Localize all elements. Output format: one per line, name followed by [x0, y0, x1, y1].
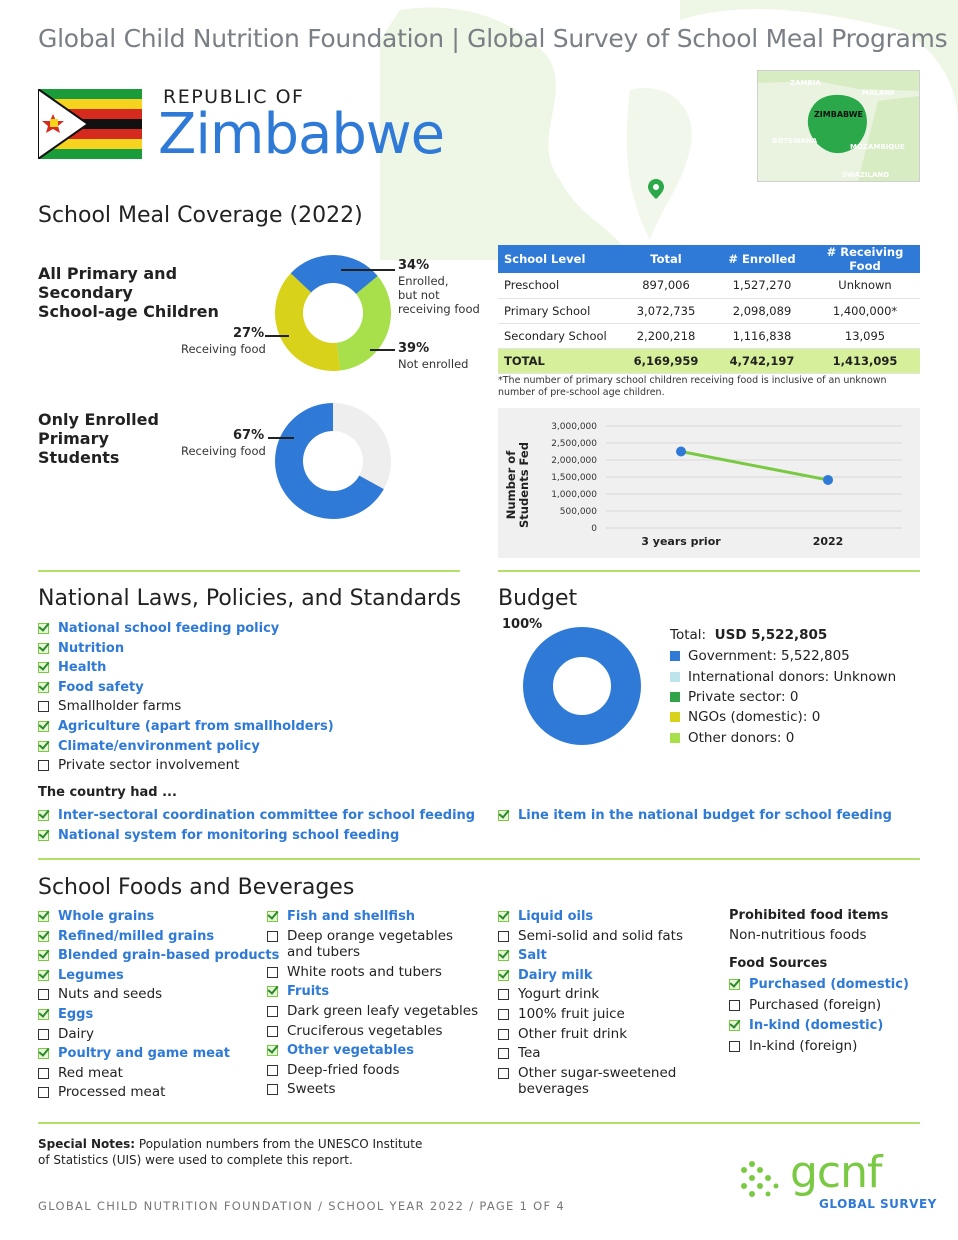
coverage-section-title: School Meal Coverage (2022): [38, 203, 363, 228]
group2-label: Only Enrolled Primary Students: [38, 410, 159, 467]
checklist-item-label: and tubers: [287, 944, 360, 961]
food-sources-checklist: [729, 975, 909, 1057]
cell: 1,527,270: [714, 273, 810, 298]
checklist-item: [38, 619, 334, 639]
budget-donut-government-slice: [538, 642, 626, 730]
checklist-item-label: Smallholder farms: [58, 698, 182, 715]
section-divider: [38, 858, 920, 860]
col-total: Total: [618, 245, 714, 273]
checklist-item: [38, 1083, 279, 1103]
budget-donut: [520, 624, 644, 748]
checklist-item: [498, 966, 683, 986]
cell: 2,200,218: [618, 323, 714, 348]
cell: 897,006: [618, 273, 714, 298]
enrolled-not-receiving-pct: 34%: [398, 258, 430, 273]
checklist-item-label: Yogurt drink: [518, 986, 600, 1003]
cell: 1,116,838: [714, 323, 810, 348]
table-row: [498, 273, 920, 298]
budget-total: Total: USD 5,522,805: [670, 627, 828, 643]
unchecked-box-icon: [38, 1087, 49, 1098]
cell: 4,742,197: [714, 348, 810, 373]
checklist-item: [267, 1022, 478, 1042]
report-header-title: Global Child Nutrition Foundation | Global Survey of School Meal Programs: [38, 24, 948, 53]
section-divider: [38, 1122, 920, 1124]
unchecked-box-icon: [267, 931, 278, 942]
checklist-item: [498, 1044, 683, 1064]
unchecked-box-icon: [498, 1048, 509, 1059]
checklist-item-label: Agriculture (apart from smallholders): [58, 718, 334, 734]
group1-label: All Primary and Secondary School-age Children: [38, 264, 219, 321]
donut-slice-enrolled-not-receiving: [337, 276, 391, 371]
callout-line-receiving: [265, 335, 289, 337]
enrolled-receiving-pct: 67%: [233, 428, 265, 443]
checklist-item: [38, 927, 279, 947]
chart-y-tick-label: 0: [591, 524, 597, 534]
legend-label: NGOs (domestic):: [688, 709, 808, 726]
checklist-item-label: Other sugar-sweetened: [518, 1064, 677, 1081]
checked-box-icon: [498, 950, 509, 961]
unchecked-box-icon: [267, 1026, 278, 1037]
map-label-botswana: BOTSWANA: [772, 137, 818, 145]
checklist-item: [38, 806, 475, 826]
country-name: Zimbabwe: [158, 102, 445, 167]
checklist-item-label: Other fruit drink: [518, 1025, 628, 1042]
legend-label: Private sector:: [688, 688, 786, 705]
students-fed-line-chart: [498, 408, 920, 558]
checklist-item: [38, 826, 475, 846]
checklist-item: [38, 658, 334, 678]
checked-box-icon: [38, 970, 49, 981]
unchecked-box-icon: [38, 760, 49, 771]
checked-box-icon: [38, 721, 49, 732]
legend-swatch: [670, 672, 680, 682]
checklist-item: [729, 996, 909, 1017]
checklist-item-label: Semi-solid and solid fats: [518, 927, 683, 944]
checklist-item: [38, 1044, 279, 1064]
country-had-label: The country had ...: [38, 785, 177, 800]
checklist-item: [267, 1041, 478, 1061]
budget-line-item-checklist: [498, 806, 892, 826]
section-divider: [38, 570, 460, 572]
cell: 1,400,000*: [810, 298, 920, 323]
checklist-item-label: Climate/environment policy: [58, 738, 260, 754]
table-row: [498, 298, 920, 323]
cell: Secondary School: [498, 323, 618, 348]
unchecked-box-icon: [498, 931, 509, 942]
unchecked-box-icon: [498, 1068, 509, 1079]
callout-line-enrolled-not: [341, 269, 395, 271]
map-label-swaziland: SWAZILAND: [842, 171, 890, 179]
table-header-row: [498, 245, 920, 273]
col-enrolled: # Enrolled: [714, 245, 810, 273]
cell: 1,413,095: [810, 348, 920, 373]
cell: 6,169,959: [618, 348, 714, 373]
cell: 3,072,735: [618, 298, 714, 323]
checklist-item: [498, 1025, 683, 1045]
checklist-item: [498, 927, 683, 947]
checklist-item: [267, 1061, 478, 1081]
checked-box-icon: [38, 1048, 49, 1059]
checklist-item-label: National system for monitoring school feeding: [58, 827, 400, 843]
checklist-item-label: Refined/milled grains: [58, 928, 215, 944]
coverage-donut-all: [273, 253, 393, 373]
checklist-item-label: Purchased (domestic): [749, 977, 909, 992]
col-receiving-food: # Receiving Food: [810, 245, 920, 273]
checklist-item-label: Blended grain-based products: [58, 948, 280, 964]
checklist-item-label: Fish and shellfish: [287, 909, 416, 924]
legend-value: 5,522,805: [781, 648, 850, 665]
table-total-row: [498, 348, 920, 373]
unchecked-box-icon: [267, 1065, 278, 1076]
callout-line-not-enrolled: [370, 349, 395, 351]
unchecked-box-icon: [498, 989, 509, 1000]
unchecked-box-icon: [267, 967, 278, 978]
chart-y-tick-label: 1,000,000: [551, 490, 597, 500]
checked-box-icon: [38, 1009, 49, 1020]
checklist-item-label: National school feeding policy: [58, 621, 280, 636]
checklist-item-label: Processed meat: [58, 1084, 166, 1101]
checklist-item-label: beverages: [518, 1081, 589, 1098]
legend-value: 0: [811, 709, 821, 726]
budget-legend-item: [670, 646, 896, 666]
checklist-item: [498, 907, 683, 927]
unchecked-box-icon: [38, 989, 49, 1000]
legend-swatch: [670, 692, 680, 702]
checklist-item-label: Cruciferous vegetables: [287, 1022, 443, 1039]
legend-value: 0: [785, 729, 795, 746]
callout-line-receiving-2: [268, 437, 294, 439]
checked-box-icon: [38, 830, 49, 841]
country-prefix: REPUBLIC OF: [163, 86, 305, 108]
checklist-item-label: Poultry and game meat: [58, 1046, 230, 1062]
budget-legend-item: [670, 666, 896, 686]
donut-slice-not-receiving: [333, 403, 391, 489]
foods-section-title: School Foods and Beverages: [38, 875, 355, 900]
checklist-item-label: Food safety: [58, 679, 144, 695]
budget-legend: [670, 646, 896, 748]
checklist-item: [38, 737, 334, 757]
foods-column-3: [498, 907, 683, 1100]
coverage-table: [498, 245, 920, 374]
checklist-item-label: Inter-sectoral coordination committee for school feeding: [58, 808, 476, 823]
checklist-item-label: Tea: [518, 1045, 541, 1062]
unchecked-box-icon: [498, 1029, 509, 1040]
checklist-item-label: Deep orange vegetables: [287, 927, 454, 944]
map-label-mozambique: MOZAMBIQUE: [850, 143, 905, 151]
unchecked-box-icon: [267, 1084, 278, 1095]
gcnf-dots-logo-icon: [738, 1158, 790, 1202]
checklist-item-label: Other vegetables: [287, 1043, 414, 1059]
coverage-donut-enrolled: [273, 401, 393, 521]
checklist-item: [729, 1016, 909, 1037]
checked-box-icon: [38, 662, 49, 673]
checklist-item: [38, 756, 334, 776]
checked-box-icon: [38, 741, 49, 752]
cell: Unknown: [810, 273, 920, 298]
checklist-item-label: Nutrition: [58, 640, 125, 656]
budget-section-title: Budget: [498, 586, 578, 611]
checklist-item-label: Red meat: [58, 1064, 123, 1081]
chart-y-tick-label: 2,000,000: [551, 456, 597, 466]
unchecked-box-icon: [267, 1006, 278, 1017]
unchecked-box-icon: [38, 701, 49, 712]
checklist-item-label: White roots and tubers: [287, 963, 442, 980]
chart-data-point: [676, 447, 686, 457]
enrolled-not-receiving-label: Enrolled, but not receiving food: [398, 274, 480, 316]
chart-series-line: [681, 452, 828, 480]
checked-box-icon: [38, 643, 49, 654]
chart-data-point: [823, 475, 833, 485]
laws-section-title: National Laws, Policies, and Standards: [38, 586, 462, 611]
page-footer: GLOBAL CHILD NUTRITION FOUNDATION / SCHOOL YEAR 2022 / PAGE 1 OF 4: [38, 1199, 565, 1213]
zimbabwe-flag: [38, 89, 142, 159]
checklist-item: [267, 963, 478, 983]
checked-box-icon: [38, 682, 49, 693]
checklist-item-label: Purchased (foreign): [749, 996, 882, 1013]
foods-column-2: [267, 907, 478, 1100]
food-sources-title: Food Sources: [729, 956, 828, 971]
checklist-item: [267, 1002, 478, 1022]
checked-box-icon: [498, 911, 509, 922]
legend-label: International donors:: [688, 668, 830, 685]
checklist-item-label: 100% fruit juice: [518, 1005, 625, 1022]
legend-swatch: [670, 712, 680, 722]
checklist-item: [38, 946, 279, 966]
checklist-item-label: Line item in the national budget for school feeding: [518, 808, 892, 823]
checklist-item: [38, 966, 279, 986]
map-label-zambia: ZAMBIA: [790, 79, 821, 87]
checklist-item-label: Deep-fried foods: [287, 1061, 400, 1078]
checklist-item-label: Eggs: [58, 1006, 94, 1022]
checked-box-icon: [498, 970, 509, 981]
checked-box-icon: [38, 623, 49, 634]
checklist-item: [729, 975, 909, 996]
checklist-item: [498, 1005, 683, 1025]
checklist-item-label: Private sector involvement: [58, 757, 240, 774]
checklist-item-label: In-kind (foreign): [749, 1037, 858, 1054]
checked-box-icon: [38, 810, 49, 821]
checked-box-icon: [38, 911, 49, 922]
chart-y-axis-label: Number of Students Fed: [504, 442, 531, 528]
budget-legend-item: [670, 687, 896, 707]
map-label-zimbabwe: ZIMBABWE: [814, 110, 863, 119]
checklist-item: [38, 1005, 279, 1025]
chart-y-tick-label: 3,000,000: [551, 422, 597, 432]
checklist-item: [38, 717, 334, 737]
checklist-item-label: Salt: [518, 948, 547, 964]
checklist-item-label: In-kind (domestic): [749, 1018, 884, 1033]
country-had-checklist: [38, 806, 475, 845]
legend-value: 0: [789, 688, 799, 705]
legend-swatch: [670, 733, 680, 743]
receiving-food-pct: 27%: [233, 326, 265, 341]
checked-box-icon: [729, 979, 740, 990]
checklist-item: [267, 982, 478, 1002]
checked-box-icon: [729, 1020, 740, 1031]
checklist-item-label: Fruits: [287, 984, 330, 1000]
checklist-item-label: Whole grains: [58, 909, 155, 924]
checklist-item: [267, 1080, 478, 1100]
legend-value: Unknown: [833, 668, 897, 685]
checklist-item-label: Nuts and seeds: [58, 986, 163, 1003]
checklist-item-label: Liquid oils: [518, 909, 594, 924]
checklist-item: [38, 1064, 279, 1084]
checklist-item: [498, 806, 892, 826]
checklist-item: [38, 907, 279, 927]
checklist-item-label: Legumes: [58, 967, 124, 983]
legend-label: Government:: [688, 648, 777, 665]
foods-column-1: [38, 907, 279, 1103]
chart-y-tick-label: 1,500,000: [551, 473, 597, 483]
col-school-level: School Level: [498, 245, 618, 273]
checklist-item-label: Dark green leafy vegetables: [287, 1002, 479, 1019]
checked-box-icon: [38, 931, 49, 942]
cell: TOTAL: [498, 348, 618, 373]
location-pin-icon: [647, 178, 665, 200]
chart-y-tick-label: 2,500,000: [551, 439, 597, 449]
unchecked-box-icon: [729, 1041, 740, 1052]
checklist-item: [38, 678, 334, 698]
prohibited-title: Prohibited food items: [729, 908, 889, 923]
checklist-item: [38, 639, 334, 659]
checklist-item: [498, 985, 683, 1005]
table-row: [498, 323, 920, 348]
checklist-item: [267, 907, 478, 927]
checklist-item: [38, 1025, 279, 1045]
map-label-malawi: MALAWI: [862, 89, 895, 97]
receiving-food-label: Receiving food: [181, 342, 266, 356]
section-divider: [498, 570, 920, 572]
legend-swatch: [670, 651, 680, 661]
unchecked-box-icon: [498, 1009, 509, 1020]
checklist-item: [38, 697, 334, 717]
unchecked-box-icon: [729, 1000, 740, 1011]
chart-x-tick-label: 3 years prior: [641, 535, 721, 548]
chart-y-tick-label: 500,000: [559, 507, 597, 517]
legend-label: Other donors:: [688, 729, 782, 746]
cell: Primary School: [498, 298, 618, 323]
cell: 13,095: [810, 323, 920, 348]
country-locator-map: [757, 70, 920, 182]
enrolled-receiving-label: Receiving food: [181, 444, 266, 458]
checked-box-icon: [38, 950, 49, 961]
budget-legend-item: [670, 707, 896, 727]
not-enrolled-pct: 39%: [398, 341, 430, 356]
cell: 2,098,089: [714, 298, 810, 323]
not-enrolled-label: Not enrolled: [398, 357, 469, 371]
checked-box-icon: [498, 810, 509, 821]
checked-box-icon: [267, 911, 278, 922]
checked-box-icon: [267, 1045, 278, 1056]
checklist-item-label: Dairy milk: [518, 967, 593, 983]
checklist-item: [38, 985, 279, 1005]
checklist-item-label: Sweets: [287, 1081, 336, 1098]
cell: Preschool: [498, 273, 618, 298]
laws-checklist: [38, 619, 334, 776]
checklist-item-label: Dairy: [58, 1025, 94, 1042]
special-notes: Special Notes: Population numbers from the UNESCO Institute of Statistics (UIS) were used to complete this report.: [38, 1137, 423, 1167]
prohibited-value: Non-nutritious foods: [729, 927, 867, 943]
checklist-item-label: Health: [58, 660, 107, 676]
budget-pct: 100%: [502, 617, 543, 632]
table-footnote: *The number of primary school children receiving food is inclusive of an unknown number of pre-school age children.: [498, 375, 887, 398]
gcnf-logo-text: gcnf: [790, 1147, 882, 1198]
checklist-item: [729, 1037, 909, 1058]
unchecked-box-icon: [38, 1068, 49, 1079]
chart-x-tick-label: 2022: [812, 535, 844, 548]
checklist-item: [498, 946, 683, 966]
budget-legend-item: [670, 728, 896, 748]
gcnf-logo-sub: GLOBAL SURVEY: [819, 1197, 937, 1211]
unchecked-box-icon: [38, 1029, 49, 1040]
checked-box-icon: [267, 986, 278, 997]
